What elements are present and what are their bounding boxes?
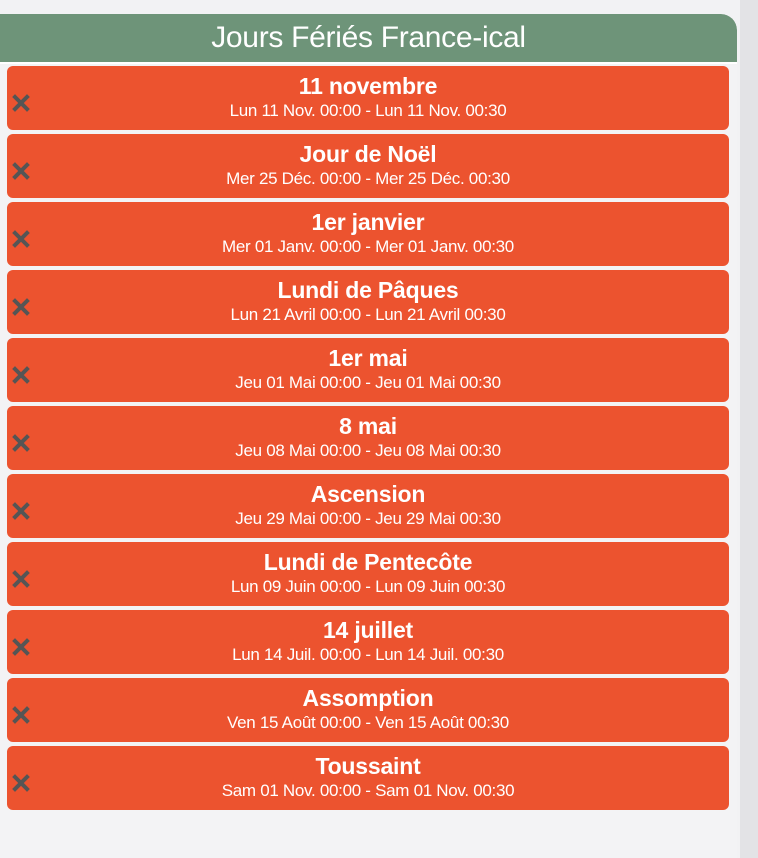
delete-event-icon[interactable] — [10, 364, 32, 386]
event-time-range: Mer 01 Janv. 00:00 - Mer 01 Janv. 00:30 — [222, 237, 514, 256]
event-item[interactable] — [7, 610, 729, 674]
delete-event-icon[interactable] — [10, 704, 32, 726]
event-time-range: Mer 25 Déc. 00:00 - Mer 25 Déc. 00:30 — [226, 169, 510, 188]
event-title: 11 novembre — [298, 73, 438, 99]
event-item[interactable] — [7, 134, 729, 198]
event-item[interactable] — [7, 202, 729, 266]
calendar-title: Jours Fériés France-ical — [0, 14, 737, 64]
event-item[interactable] — [7, 270, 729, 334]
delete-event-icon[interactable] — [10, 432, 32, 454]
event-time-range: Ven 15 Août 00:00 - Ven 15 Août 00:30 — [227, 713, 509, 732]
event-item[interactable] — [7, 746, 729, 810]
event-title: 1er mai — [328, 345, 408, 371]
event-title: 1er janvier — [311, 209, 425, 235]
event-item[interactable] — [7, 66, 729, 130]
event-item[interactable] — [7, 678, 729, 742]
window-edge — [740, 0, 758, 858]
event-time-range: Jeu 29 Mai 00:00 - Jeu 29 Mai 00:30 — [235, 509, 501, 528]
event-time-range: Lun 11 Nov. 00:00 - Lun 11 Nov. 00:30 — [229, 101, 507, 120]
event-title: Jour de Noël — [299, 141, 437, 167]
event-title: Toussaint — [315, 753, 421, 779]
delete-event-icon[interactable] — [10, 160, 32, 182]
event-title: Lundi de Pâques — [277, 277, 459, 303]
event-item[interactable] — [7, 542, 729, 606]
delete-event-icon[interactable] — [10, 296, 32, 318]
event-title: Ascension — [310, 481, 426, 507]
event-time-range: Lun 21 Avril 00:00 - Lun 21 Avril 00:30 — [230, 305, 506, 324]
event-title: 14 juillet — [322, 617, 414, 643]
event-item[interactable] — [7, 406, 729, 470]
delete-event-icon[interactable] — [10, 500, 32, 522]
delete-event-icon[interactable] — [10, 92, 32, 114]
delete-event-icon[interactable] — [10, 568, 32, 590]
event-title: Assomption — [302, 685, 434, 711]
event-item[interactable] — [7, 338, 729, 402]
event-time-range: Sam 01 Nov. 00:00 - Sam 01 Nov. 00:30 — [221, 781, 515, 800]
event-time-range: Jeu 08 Mai 00:00 - Jeu 08 Mai 00:30 — [235, 441, 501, 460]
delete-event-icon[interactable] — [10, 228, 32, 250]
delete-event-icon[interactable] — [10, 636, 32, 658]
event-item[interactable] — [7, 474, 729, 538]
event-title: Lundi de Pentecôte — [263, 549, 473, 575]
event-time-range: Lun 14 Juil. 00:00 - Lun 14 Juil. 00:30 — [232, 645, 504, 664]
delete-event-icon[interactable] — [10, 772, 32, 794]
event-time-range: Jeu 01 Mai 00:00 - Jeu 01 Mai 00:30 — [235, 373, 501, 392]
event-list — [0, 64, 737, 810]
calendar-panel — [0, 14, 737, 858]
event-time-range: Lun 09 Juin 00:00 - Lun 09 Juin 00:30 — [230, 577, 506, 596]
event-title: 8 mai — [339, 413, 397, 439]
